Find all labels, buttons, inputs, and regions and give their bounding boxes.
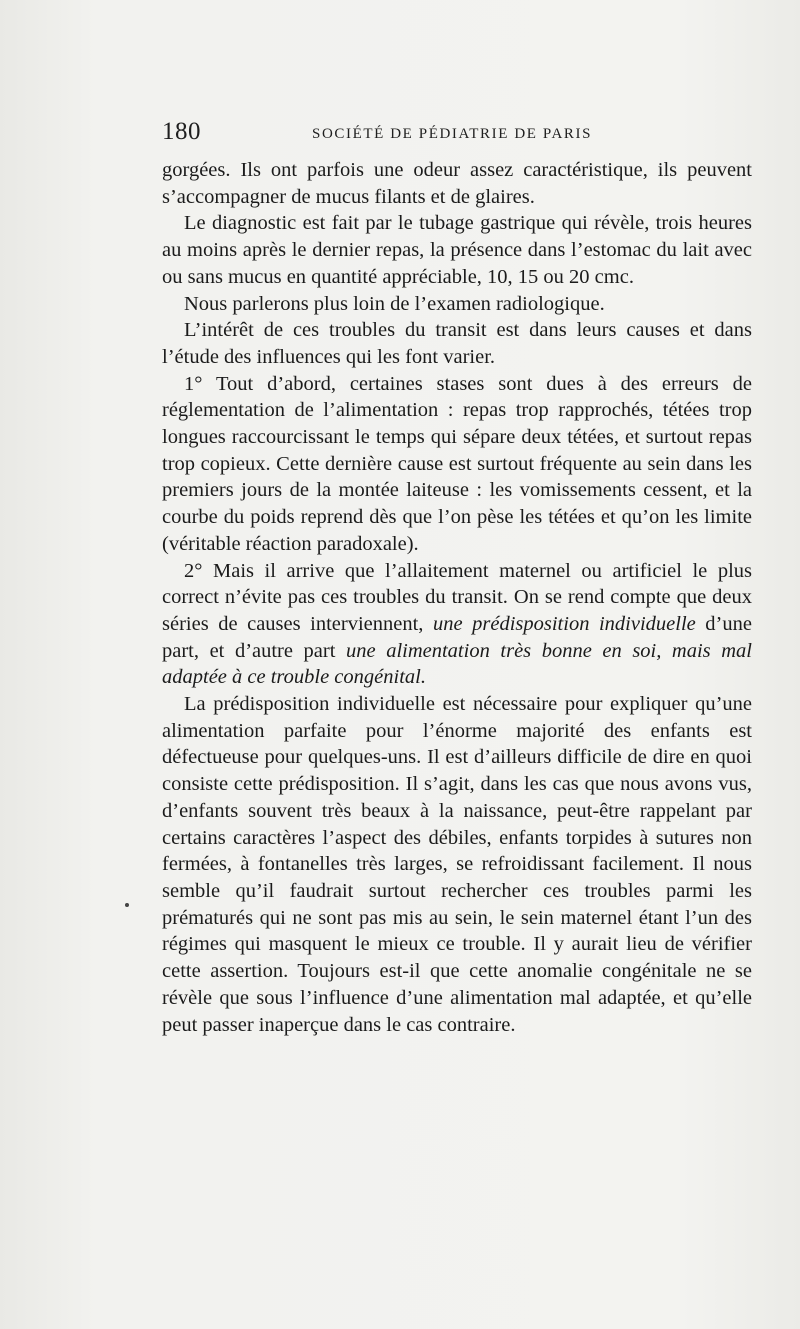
- running-head: SOCIÉTÉ DE PÉDIATRIE DE PARIS: [312, 126, 593, 142]
- paragraph-6: [162, 558, 752, 692]
- body-text: [162, 157, 752, 1038]
- paragraph-6-middle: d’une part, et d’autre part: [162, 612, 752, 662]
- page-header: [162, 118, 752, 152]
- paragraph-3: Nous parlerons plus loin de l’examen radiologique.: [184, 292, 605, 315]
- paragraph-6-lead: 2° Mais il arrive que l’allaitement maternel ou artificiel le plus correct n’évite pas ces troubles du transit. On se rend compte que deux séries de causes interviennent,: [162, 559, 752, 635]
- paragraph-1: gorgées. Ils ont parfois une odeur assez caractéristique, ils peuvent s’accompagner de mucus filants et de glaires.: [162, 159, 752, 208]
- paragraph-6-emphasis-2: une alimentation très bonne en soi, mais mal adaptée à ce trouble congénital.: [162, 639, 752, 689]
- page-number: 180: [162, 118, 201, 145]
- paragraph-5: 1° Tout d’abord, certaines stases sont dues à des erreurs de réglementation de l’alimentation : repas trop rapprochés, tétées trop longues raccourcissant le temps qui sépare deux tétées, et surtout repas trop copieux. Cette dernière cause est surtout fréquente au sein dans les premiers jours de la montée laiteuse : les vomissements cessent, et la courbe du poids reprend dès que l’on pèse les tétées et qu’on les limite (véritable réaction paradoxale).: [162, 372, 752, 555]
- paragraph-4: L’intérêt de ces troubles du transit est dans leurs causes et dans l’étude des influences qui les font varier.: [162, 319, 752, 368]
- paragraph-7: La prédisposition individuelle est nécessaire pour expliquer qu’une alimentation parfaite pour l’énorme majorité des enfants est défectueuse pour quelques-uns. Il est d’ailleurs difficile de dire en quoi consiste cette prédisposition. Il s’agit, dans les cas que nous avons vus, d’enfants souvent très beaux à la naissance, peut-être rappelant par certains caractères l’aspect des débiles, enfants torpides à sutures non fermées, à fontanelles très larges, se refroidissant facilement. Il nous semble qu’il faudrait surtout rechercher ces troubles parmi les prématurés qui ne sont pas mis au sein, le sein maternel étant l’un des régimes qui masquent le mieux ce trouble. Il y aurait lieu de vérifier cette assertion. Toujours est-il que cette anomalie congénitale ne se révèle que sous l’influence d’une alimentation mal adaptée, et qu’elle peut passer inaperçue dans le cas contraire.: [162, 693, 752, 1036]
- print-speck: [125, 903, 129, 907]
- paragraph-2: Le diagnostic est fait par le tubage gastrique qui révèle, trois heures au moins après le dernier repas, la présence dans l’estomac du lait avec ou sans mucus en quantité appréciable, 10, 15 ou 20 cmc.: [162, 212, 752, 288]
- paragraph-6-emphasis-1: une prédisposition individuelle: [432, 612, 696, 635]
